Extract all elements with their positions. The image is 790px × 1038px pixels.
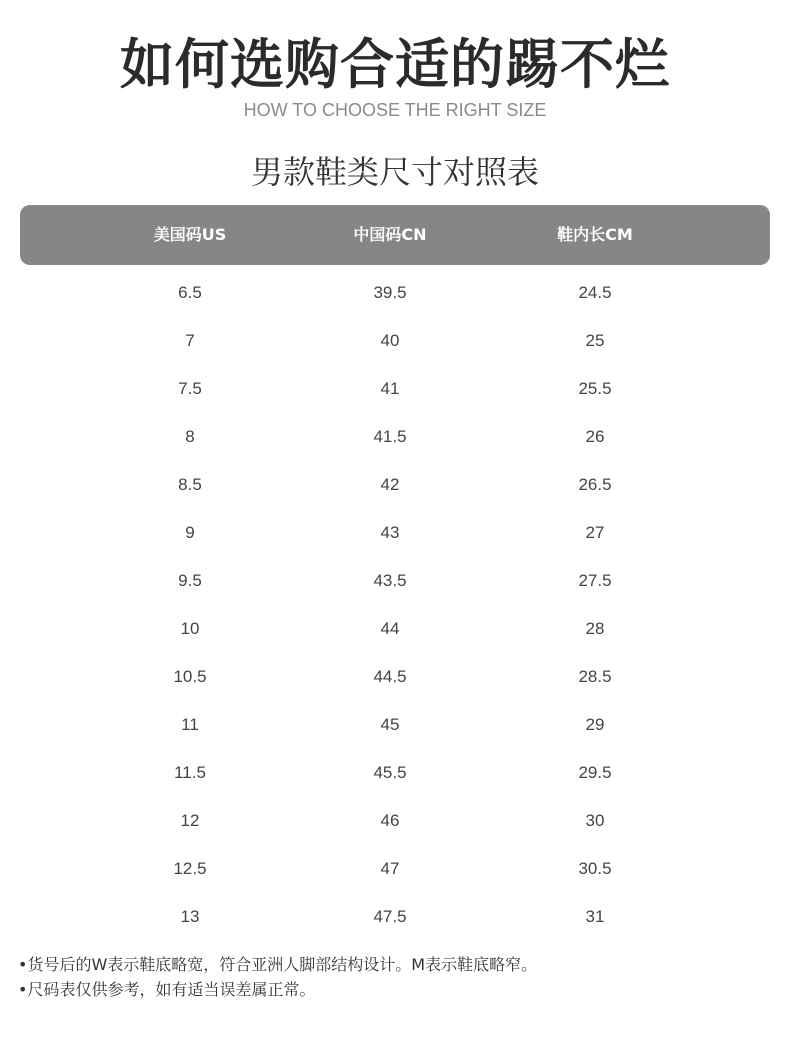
cell-cn: 44.5 [373,667,407,686]
cell-cn: 47 [380,859,400,878]
cell-us: 11.5 [174,763,206,782]
cell-cm: 28 [585,619,605,638]
cell-cn: 41 [380,379,400,398]
table-row [0,701,790,749]
cell-cn: 39.5 [373,283,407,302]
header-cn-size: 中国码CN [353,225,427,244]
table-row [0,893,790,941]
cell-cm: 24.5 [578,283,612,302]
table-row [0,317,790,365]
cell-us: 12.5 [173,859,207,878]
table-row [0,605,790,653]
cell-cn: 45.5 [373,763,407,782]
cell-cm: 31 [585,907,605,926]
cell-cm: 27 [585,523,605,542]
cell-cm: 27.5 [578,571,612,590]
cell-us: 13 [180,907,200,926]
cell-cn: 43 [380,523,400,542]
cell-cm: 30 [585,811,605,830]
cell-cn: 41.5 [373,427,407,446]
cell-us: 7 [185,331,195,350]
cell-cm: 25 [585,331,605,350]
cell-cn: 43.5 [373,571,407,590]
header-insole-length: 鞋内长CM [557,225,633,244]
cell-cn: 42 [380,475,400,494]
page-subtitle: HOW TO CHOOSE THE RIGHT SIZE [243,100,547,120]
note-width-code: •货号后的W表示鞋底略宽，符合亚洲人脚部结构设计。M表示鞋底略窄。 [18,955,538,974]
table-row [0,365,790,413]
cell-us: 12 [180,811,200,830]
table-row [0,749,790,797]
cell-cm: 28.5 [578,667,612,686]
cell-cn: 40 [380,331,400,350]
cell-cn: 46 [380,811,400,830]
note-disclaimer: •尺码表仅供参考，如有适当误差属正常。 [18,980,316,999]
cell-cm: 30.5 [578,859,612,878]
cell-cn: 44 [380,619,400,638]
page-title: 如何选购合适的踢不烂 [120,33,670,96]
cell-us: 7.5 [178,379,202,398]
cell-us: 9 [185,523,195,542]
table-row [0,461,790,509]
table-row [0,269,790,317]
cell-us: 10 [180,619,200,638]
table-row [0,413,790,461]
table-row [0,557,790,605]
size-table-header [20,205,770,265]
cell-cm: 25.5 [578,379,612,398]
table-row [0,797,790,845]
table-row [0,845,790,893]
header-us-size: 美国码US [153,225,227,244]
cell-cn: 47.5 [373,907,407,926]
size-table-body [0,269,790,941]
size-table-title: 男款鞋类尺寸对照表 [250,153,539,191]
cell-cm: 29.5 [578,763,612,782]
cell-cm: 26 [585,427,605,446]
cell-cm: 29 [585,715,605,734]
cell-us: 8.5 [178,475,202,494]
cell-us: 9.5 [178,571,202,590]
cell-cn: 45 [380,715,400,734]
cell-us: 10.5 [173,667,207,686]
table-row [0,509,790,557]
size-notes [18,952,778,1002]
table-row [0,653,790,701]
cell-us: 8 [185,427,195,446]
cell-us: 6.5 [178,283,202,302]
cell-cm: 26.5 [578,475,612,494]
cell-us: 11 [181,715,199,734]
